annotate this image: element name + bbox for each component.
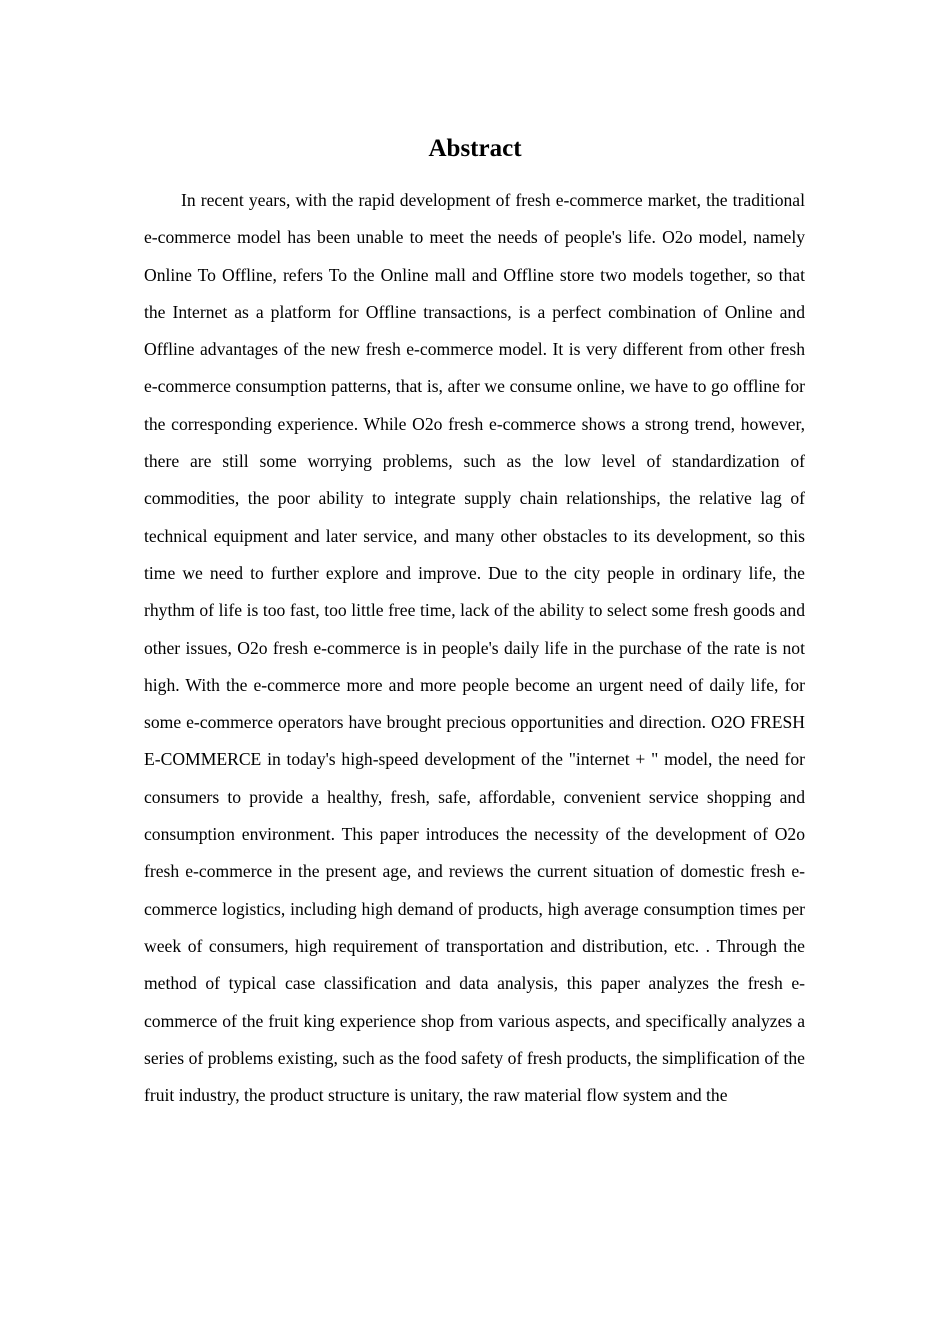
page-title: Abstract (428, 135, 522, 162)
abstract-paragraph: In recent years, with the rapid development of fresh e-commerce market, the traditional e-commerce model has been unable to meet the needs of people's life. O2o model, namely Online To Offline, refers To the Online mall and Offline store two models together, so that the Internet as a platform for Offline transactions, is a perfect combination of Online and Offline advantages of the new fresh e-commerce model. It is very different from other fresh e-commerce consumption patterns, that is, after we consume online, we have to go offline for the corresponding experience. While O2o fresh e-commerce shows a strong trend, however, there are still some worrying problems, such as the low level of standardization of commodities, the poor ability to integrate supply chain relationships, the relative lag of technical equipment and later service, and many other obstacles to its development, so this time we need to further explore and improve. Due to the city people in ordinary life, the rhythm of life is too fast, too little free time, lack of the ability to select some fresh goods and other issues, O2o fresh e-commerce is in people's daily life in the purchase of the rate is not high. With the e-commerce more and more people become an urgent need of daily life, for some e-commerce operators have brought precious opportunities and direction. O2O FRESH E-COMMERCE in today's high-speed development of the "internet + " model, the need for consumers to provide a healthy, fresh, safe, affordable, convenient service shopping and consumption environment. This paper introduces the necessity of the development of O2o fresh e-commerce in the present age, and reviews the current situation of domestic fresh e-commerce logistics, including high demand of products, high average consumption times per week of consumers, high requirement of transportation and distribution, etc. . Through the method of typical case classification and data analysis, this paper analyzes the fresh e-commerce of the fruit king experience shop from various aspects, and specifically analyzes a series of problems existing, such as the food safety of fresh products, the simplification of the fruit industry, the product structure is unitary, the raw material flow system and the (144, 190, 805, 1106)
